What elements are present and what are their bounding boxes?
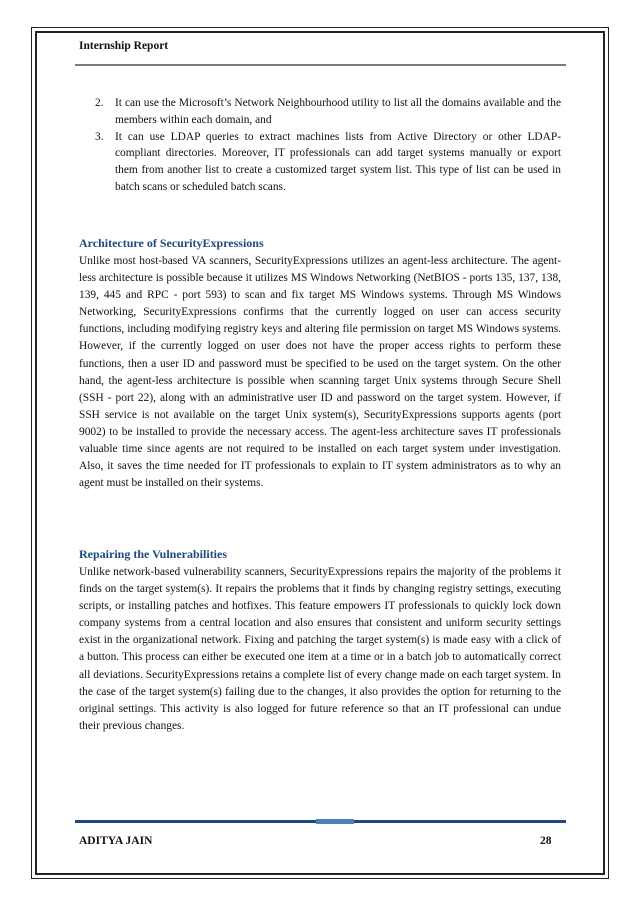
list-item: [79, 95, 561, 129]
footer-rule-accent: [316, 819, 354, 824]
footer-author: ADITYA JAIN: [79, 835, 153, 847]
list-item: [79, 129, 561, 196]
section-title-repairing: Repairing the Vulnerabilities: [79, 547, 228, 561]
page-header-title: Internship Report: [79, 40, 169, 52]
list-item-number: 2.: [95, 97, 104, 109]
list-item-text: It can use LDAP queries to extract machines lists from Active Directory or other LDAP-compliant directories. Moreover, IT professionals can add target systems manually or export them from another list to create a customized target system list. This type of list can be used in batch scans or scheduled batch scans.: [115, 130, 561, 193]
list-item-number: 3.: [95, 130, 104, 143]
section-body-architecture: Unlike most host-based VA scanners, SecurityExpressions utilizes an agent-less architecture. The agent-less architecture is possible because it utilizes MS Windows Networking (NetBIOS - ports 135, 137, 138, 139, 445 and RPC - port 593) to scan and fix target MS Windows systems. Through MS Windows Networking, SecurityExpressions confirms that the currently logged on user can access security functions, including modifying registry keys and altering file permission on target MS Windows systems. However, if the currently logged on user does not have the proper access rights to perform these functions, then a user ID and password must be specified to be used on the target system. On the other hand, the agent-less architecture is possible when scanning target Unix systems through Secure Shell (SSH - port 22), along with an administrative user ID and password on the target system. However, if SSH service is not available on the target Unix system(s), SecurityExpressions supports agents (port 9002) to be installed to provide the necessary access. The agent-less architecture saves IT professionals valuable time since agents are not required to be installed on each target system under investigation. Also, it saves the time needed for IT professionals to explain to IT system administrators as to why an agent must be installed on their systems.: [79, 255, 561, 490]
page-number: 28: [540, 835, 552, 847]
header-rule: [75, 64, 566, 66]
section-title-architecture: Architecture of SecurityExpressions: [79, 236, 264, 250]
numbered-list: [79, 95, 561, 196]
list-item-text: It can use the Microsoft’s Network Neighbourhood utility to list all the domains available and the members within each domain, and: [115, 97, 561, 126]
section-body-repairing: Unlike network-based vulnerability scanners, SecurityExpressions repairs the majority of the problems it finds on the target system(s). It repairs the problems that it finds by changing registry settings, executing scripts, or installing patches and hotfixes. This feature empowers IT professionals to quickly lock down company systems from a central location and also ensures that consistent and uniform security settings exist in the organizational network. Fixing and patching the target system(s) is made easy with a click of a button. This process can either be executed one item at a time or in a batch job to automatically correct all deviations. SecurityExpressions retains a complete list of every change made on each target system. In the case of the target system(s) failing due to the changes, it also provides the option for returning to the original settings. This activity is also logged for future reference so that an IT professional can undue their previous changes.: [79, 566, 561, 732]
